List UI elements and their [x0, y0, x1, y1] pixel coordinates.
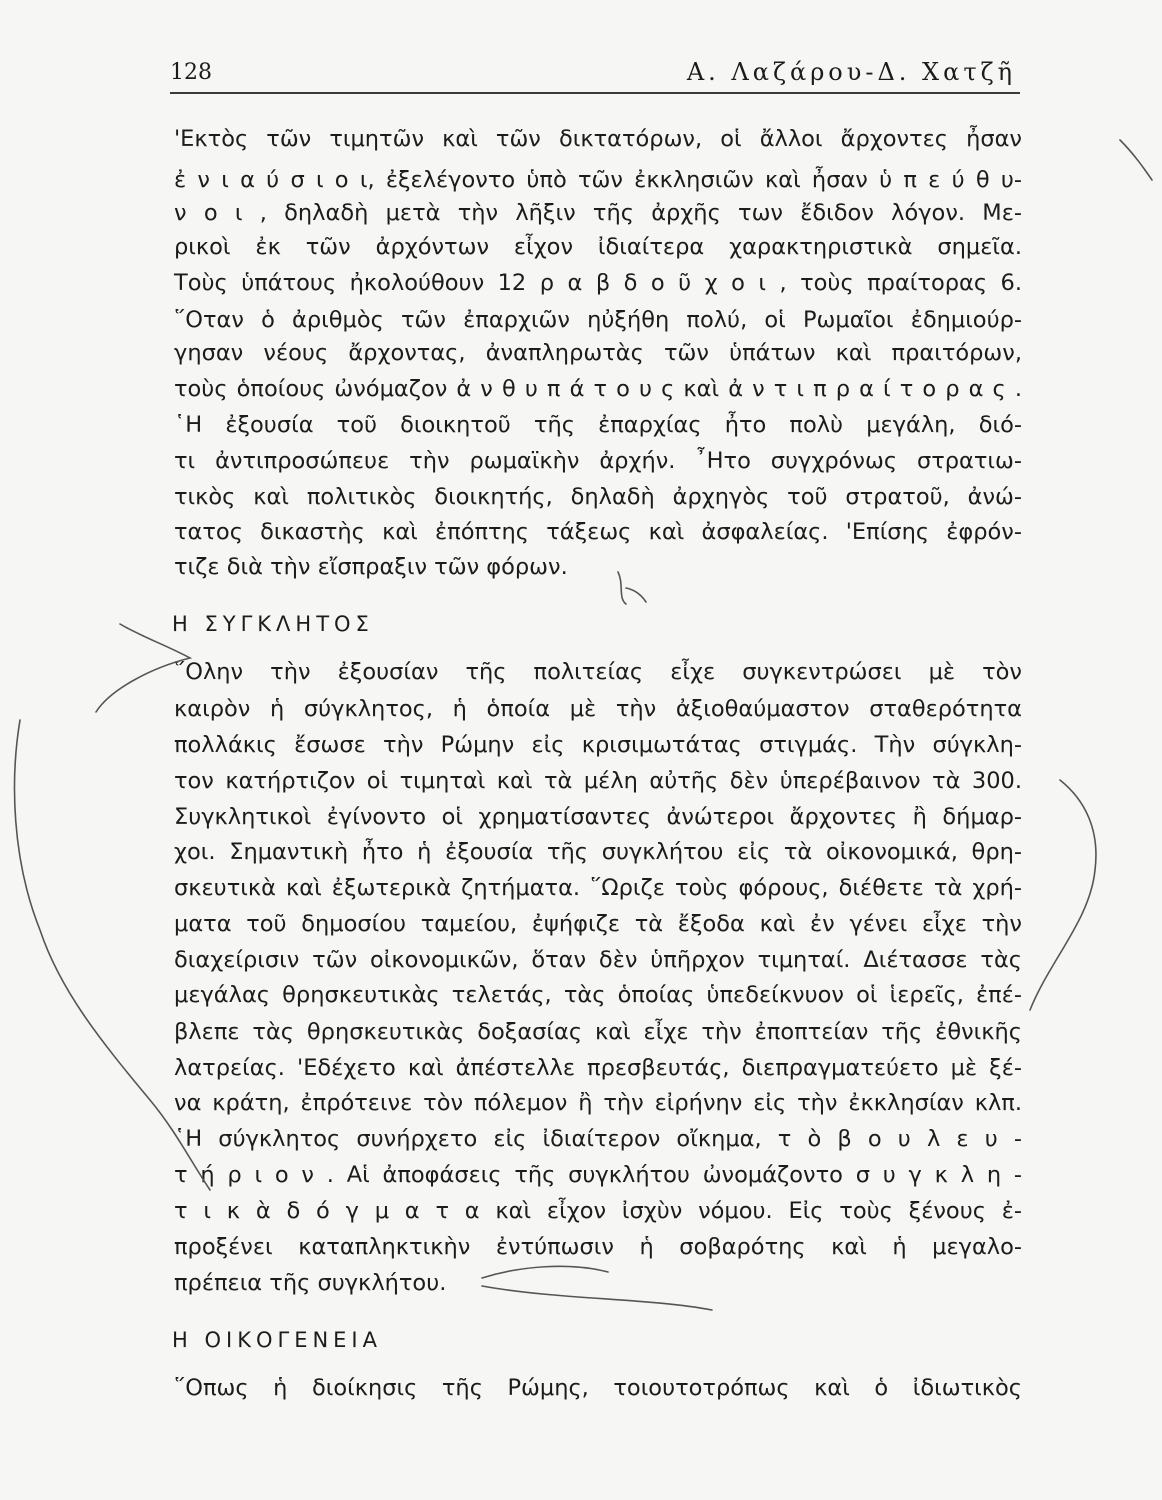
- text-line: πολλάκις ἔσωσε τὴν Ρώμην εἰς κρισιμωτάτας στιγμάς. Τὴν σύγκλη-: [174, 732, 1022, 758]
- text-line: τικὸς καὶ πολιτικὸς διοικητής, δηλαδὴ ἀρχηγὸς τοῦ στρατοῦ, ἀνώ-: [174, 484, 1022, 510]
- text-line: τιζε διὰ τὴν εἴσπραξιν τῶν φόρων.: [174, 554, 568, 580]
- text-line: ῞Οπως ἡ διοίκησις τῆς Ρώμης, τοιουτοτρόπως καὶ ὁ ἰδιωτικὸς: [174, 1375, 1022, 1401]
- text-line: βλεπε τὰς θρησκευτικὰς δοξασίας καὶ εἶχε τὴν ἐποπτείαν τῆς ἐθνικῆς: [174, 1019, 1022, 1045]
- text-line: τ ι κ ὰ δ ό γ μ α τ α καὶ εἶχον ἰσχὺν νόμου. Εἰς τοὺς ξένους ἐ-: [174, 1198, 1022, 1224]
- text-line: τ ή ρ ι ο ν . Αἱ ἀποφάσεις τῆς συγκλήτου ὠνομάζοντο σ υ γ κ λ η -: [174, 1162, 1022, 1188]
- text-line: ἐ ν ι α ύ σ ι ο ι, ἐξελέγοντο ὑπὸ τῶν ἐκκλησιῶν καὶ ἦσαν ὑ π ε ύ θ υ-: [174, 167, 1022, 193]
- text-line: καιρὸν ἡ σύγκλητος, ἡ ὁποία μὲ τὴν ἀξιοθαύμαστον σταθερότητα: [174, 696, 1022, 722]
- text-line: να κράτη, ἐπρότεινε τὸν πόλεμον ἢ τὴν εἰρήνην εἰς τὴν ἐκκλησίαν κλπ.: [174, 1090, 1022, 1116]
- text-line: ῞Ολην τὴν ἐξουσίαν τῆς πολιτείας εἶχε συγκεντρώσει μὲ τὸν: [174, 659, 1022, 685]
- text-line: προξένει καταπληκτικὴν ἐντύπωσιν ἡ σοβαρότης καὶ ἡ μεγαλο-: [174, 1234, 1022, 1260]
- text-line: τοὺς ὁποίους ὠνόμαζον ἀ ν θ υ π ά τ ο υ ς καὶ ἀ ν τ ι π ρ α ί τ ο ρ α ς .: [174, 376, 1022, 402]
- text-line: ματα τοῦ δημοσίου ταμείου, ἐψήφιζε τὰ ἔξοδα καὶ ἐν γένει εἶχε τὴν: [174, 911, 1022, 937]
- pencil-margin-stroke: [1030, 780, 1096, 1010]
- text-line: χοι. Σημαντικὴ ἦτο ἡ ἐξουσία τῆς συγκλήτου εἰς τὰ οἰκονομικά, θρη-: [174, 839, 1022, 865]
- text-line: ῾Η σύγκλητος συνήρχετο εἰς ἰδιαίτερον οἴκημα, τ ὸ β ο υ λ ε υ -: [174, 1126, 1022, 1152]
- text-line: διαχείρισιν τῶν οἰκονομικῶν, ὅταν δὲν ὑπῆρχον τιμηταί. Διέτασσε τὰς: [174, 947, 1022, 973]
- text-line: Συγκλητικοὶ ἐγίνοντο οἱ χρηματίσαντες ἀνώτεροι ἄρχοντες ἢ δήμαρ-: [174, 804, 1022, 830]
- section-heading: Η ΟΙΚΟΓΕΝΕΙΑ: [172, 1328, 382, 1352]
- text-line: μεγάλας θρησκευτικὰς τελετάς, τὰς ὁποίας ὑπεδείκνυον οἱ ἱερεῖς, ἐπέ-: [174, 982, 1022, 1008]
- page-header: [170, 56, 1020, 94]
- text-line: ν ο ι , δηλαδὴ μετὰ τὴν λῆξιν τῆς ἀρχῆς των ἔδιδον λόγον. Με-: [174, 200, 1022, 226]
- running-head: Α. Λαζάρου-Δ. Χατζῆ: [686, 58, 1016, 86]
- text-line: τι ἀντιπροσώπευε τὴν ρωμαϊκὴν ἀρχήν. ῏Ητο συγχρόνως στρατιω-: [174, 448, 1022, 474]
- section-heading: Η ΣΥΓΚΛΗΤΟΣ: [172, 612, 374, 636]
- text-line: λατρείας. 'Εδέχετο καὶ ἀπέστελλε πρεσβευτάς, διεπραγματεύετο μὲ ξέ-: [174, 1055, 1022, 1081]
- pencil-corner-stroke: [1120, 140, 1152, 180]
- text-line: ῾Η ἐξουσία τοῦ διοικητοῦ τῆς ἐπαρχίας ἦτο πολὺ μεγάλη, διό-: [174, 412, 1022, 438]
- text-line: γησαν νέους ἄρχοντας, ἀναπληρωτὰς τῶν ὑπάτων καὶ πραιτόρων,: [174, 340, 1022, 366]
- text-line: ῞Οταν ὁ ἀριθμὸς τῶν ἐπαρχιῶν ηὐξήθη πολύ, οἱ Ρωμαῖοι ἐδημιούρ-: [174, 307, 1022, 333]
- text-line: πρέπεια τῆς συγκλήτου.: [174, 1270, 447, 1296]
- text-line: 'Εκτὸς τῶν τιμητῶν καὶ τῶν δικτατόρων, οἱ ἄλλοι ἄρχοντες ἦσαν: [174, 126, 1022, 152]
- text-line: ρικοὶ ἐκ τῶν ἀρχόντων εἶχον ἰδιαίτερα χαρακτηριστικὰ σημεῖα.: [174, 234, 1022, 260]
- text-line: τατος δικαστὴς καὶ ἐπόπτης τάξεως καὶ ἀσφαλείας. 'Επίσης ἐφρόν-: [174, 519, 1022, 545]
- page-number: 128: [170, 60, 212, 85]
- text-line: τον κατήρτιζον οἱ τιμηταὶ καὶ τὰ μέλη αὐτῆς δὲν ὑπερέβαινον τὰ 300.: [174, 768, 1022, 794]
- text-line: σκευτικὰ καὶ ἐξωτερικὰ ζητήματα. ῞Ωριζε τοὺς φόρους, διέθετε τὰ χρή-: [174, 875, 1022, 901]
- text-line: Τοὺς ὑπάτους ἠκολούθουν 12 ρ α β δ ο ῦ χ ο ι , τοὺς πραίτορας 6.: [174, 270, 1022, 296]
